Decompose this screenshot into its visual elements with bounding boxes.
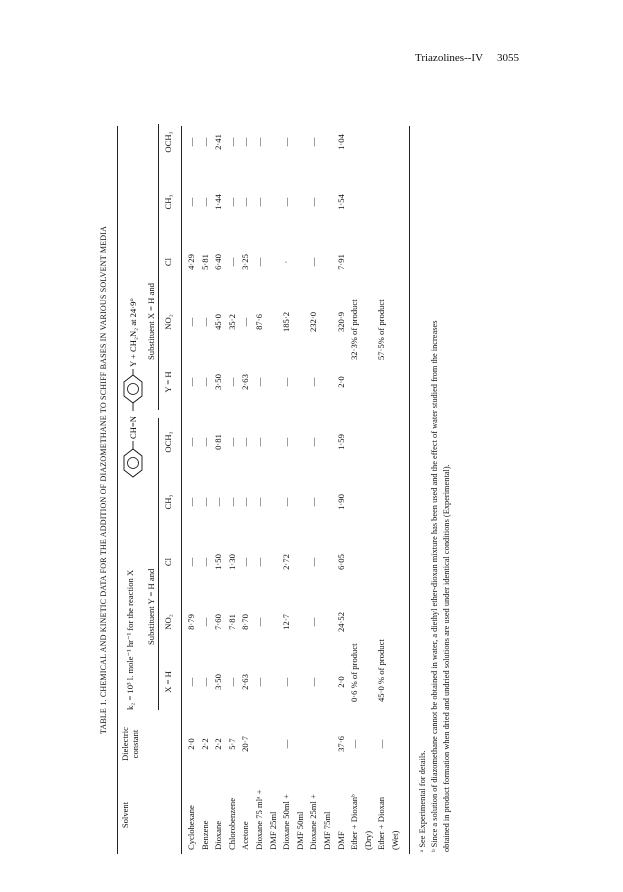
rotated-table-area xyxy=(95,100,490,860)
value-cell: — xyxy=(240,557,251,567)
value-cell: — xyxy=(199,137,210,147)
value-cell: — xyxy=(254,677,264,687)
column-header: X = H xyxy=(163,671,173,693)
running-title: Triazolines--IV xyxy=(415,52,484,64)
footnote-b-continued: obtained in product formation when dried and undried solutions are used under identical conditions (Experimental). xyxy=(441,464,451,852)
formula-suffix: Y + CH₂N₂ at 24·9° xyxy=(128,298,138,367)
value-cell: — xyxy=(308,677,319,687)
value-cell: 45·0 xyxy=(213,314,224,330)
table-row xyxy=(364,100,376,860)
value-cell: — xyxy=(186,557,196,567)
column-header: OCH₃ xyxy=(163,431,173,453)
value-cell: — xyxy=(199,557,210,567)
value-cell: — xyxy=(308,257,319,267)
value-cell: 12·7 xyxy=(281,614,292,630)
dielectric-cell: 2·2 xyxy=(199,738,210,750)
solvent-cell: Dioxane 50ml + xyxy=(281,794,292,850)
value-cell: 1·30 xyxy=(226,554,237,570)
value-cell: — xyxy=(254,557,264,567)
table-row xyxy=(201,100,213,860)
value-cell: 1·04 xyxy=(335,134,346,150)
value-cell: — xyxy=(308,437,319,447)
value-cell: — xyxy=(226,437,237,447)
value-cell: — xyxy=(308,497,319,507)
value-cell: — xyxy=(240,137,251,147)
value-cell: 7·91 xyxy=(335,254,346,270)
value-cell: — xyxy=(308,617,319,627)
value-cell: — xyxy=(226,257,237,267)
bottom-rule xyxy=(409,126,410,854)
table-row xyxy=(377,100,389,860)
product-span-left: 45·0 % of product xyxy=(376,639,387,702)
value-cell: — xyxy=(254,617,264,627)
table-row xyxy=(269,100,281,860)
value-cell: — xyxy=(308,197,319,207)
solvent-cell: (Wet) xyxy=(390,830,400,850)
value-cell: — xyxy=(186,197,196,207)
value-cell: 6·40 xyxy=(213,254,224,270)
group2-rule xyxy=(158,124,159,410)
value-cell: — xyxy=(199,317,210,327)
value-cell: — xyxy=(254,437,264,447)
value-cell: — xyxy=(199,677,210,687)
dielectric-cell: — xyxy=(349,739,360,749)
group1-rule xyxy=(158,418,159,710)
value-cell: — xyxy=(199,437,210,447)
solvent-cell: Dioxane 25ml + xyxy=(308,794,319,850)
running-header xyxy=(0,52,623,72)
formula-prefix: k₂ = 10³ l. mole⁻¹ hr⁻¹ for the reaction X xyxy=(125,569,135,710)
value-cell: — xyxy=(240,197,251,207)
value-cell: — xyxy=(226,197,237,207)
value-cell: 2·63 xyxy=(240,674,251,690)
dielectric-cell: 37·6 xyxy=(335,736,346,752)
value-cell: 1·44 xyxy=(213,194,224,210)
column-header: CH₃ xyxy=(163,494,173,510)
value-cell: — xyxy=(281,197,292,207)
solvent-column-header: Solvent xyxy=(120,801,130,829)
group1-header: Substituent Y = H and xyxy=(146,568,156,645)
value-cell: 185·2 xyxy=(281,311,292,333)
table-caption: TABLE 1. CHEMICAL AND KINETIC DATA FOR THE ADDITION OF DIAZOMETHANE TO SCHIFF BASES IN VARIOUS SOLVENT MEDIA xyxy=(99,225,108,735)
table-row xyxy=(282,100,294,860)
group2-header: Substituent X = H and xyxy=(146,283,156,360)
table-row xyxy=(241,100,253,860)
value-cell: — xyxy=(254,257,264,267)
column-header: CH₃ xyxy=(163,194,173,210)
table-row xyxy=(309,100,321,860)
dielectric-cell: 20·7 xyxy=(240,736,251,752)
solvent-cell: Benzene xyxy=(199,820,210,850)
value-cell: — xyxy=(240,437,251,447)
top-rule xyxy=(117,126,118,854)
value-cell: 5·81 xyxy=(199,254,210,270)
value-cell: — xyxy=(308,137,319,147)
value-cell: 87·6 xyxy=(254,314,264,330)
table-row xyxy=(187,100,199,860)
value-cell: — xyxy=(226,677,237,687)
value-cell: 24·52 xyxy=(335,611,346,633)
value-cell: — xyxy=(186,497,196,507)
value-cell: — xyxy=(281,677,292,687)
dielectric-cell: 2·2 xyxy=(213,738,224,750)
table-row xyxy=(391,100,403,860)
value-cell: — xyxy=(186,677,196,687)
solvent-cell: Chlorobenzene xyxy=(226,797,237,850)
solvent-cell: DMF 50ml xyxy=(294,811,305,850)
table-row xyxy=(228,100,240,860)
table-block xyxy=(95,100,490,860)
footnote-b: ᵇ Since a solution of diazomethane cannot be obtained in water, a diethyl ether-dioxan mixture has been used and the effect of water studied from the increases xyxy=(429,320,439,852)
value-cell: 1·90 xyxy=(335,494,346,510)
solvent-cell: Acetone xyxy=(240,821,251,850)
value-cell: — xyxy=(199,497,210,507)
dielectric-cell: 5·7 xyxy=(226,738,237,750)
footnotes xyxy=(417,112,452,852)
solvent-cell: Cyclohexane xyxy=(186,805,196,850)
page-number: 3055 xyxy=(497,52,519,64)
value-cell: — xyxy=(254,197,264,207)
solvent-cell: Dioxane xyxy=(213,820,224,850)
footnote-a: ᵃ See Experimental for details. xyxy=(418,750,427,852)
value-cell: 320·9 xyxy=(335,311,346,333)
value-cell: — xyxy=(186,437,196,447)
value-cell: 3·50 xyxy=(213,674,224,690)
product-span-right: 32·3% of product xyxy=(349,299,360,360)
formula-link: CH=N xyxy=(128,416,138,439)
dielectric-cell: — xyxy=(281,739,292,749)
value-cell: — xyxy=(281,137,292,147)
value-cell: — xyxy=(281,437,292,447)
value-cell: — xyxy=(240,317,251,327)
dielectric-column-header: Dielectric constant xyxy=(120,727,140,761)
value-cell: 2·0 xyxy=(335,676,346,688)
table-row xyxy=(323,100,335,860)
value-cell: 3·25 xyxy=(240,254,251,270)
value-cell: — xyxy=(281,497,292,507)
value-cell: 1·50 xyxy=(213,554,224,570)
table-row xyxy=(337,100,349,860)
solvent-cell: Dioxane 75 mlᵃ + xyxy=(254,789,264,850)
value-cell: 7·81 xyxy=(226,614,237,630)
value-cell: — xyxy=(254,497,264,507)
table-row xyxy=(214,100,226,860)
table-row xyxy=(296,100,308,860)
value-cell: — xyxy=(186,377,196,387)
value-cell: — xyxy=(254,137,264,147)
value-cell: — xyxy=(308,377,319,387)
value-cell: · xyxy=(281,260,292,264)
column-header: NO₂ xyxy=(163,614,173,630)
value-cell: 3·50 xyxy=(213,374,224,390)
column-header: OCH₃ xyxy=(163,131,173,153)
table-row xyxy=(350,100,362,860)
solvent-cell: Ether + Dioxanᵇ xyxy=(349,794,360,850)
column-header: Cl xyxy=(163,557,173,567)
dielectric-cell: 2·0 xyxy=(186,738,196,750)
product-span-right: 57·5% of product xyxy=(376,299,387,360)
value-cell: — xyxy=(199,197,210,207)
value-cell: — xyxy=(226,377,237,387)
product-span-left: 0·6 % of product xyxy=(349,643,360,702)
solvent-cell: (Dry) xyxy=(362,830,373,850)
value-cell: 8·70 xyxy=(240,614,251,630)
solvent-cell: DMF 25ml xyxy=(267,811,278,850)
header-rule xyxy=(181,126,182,854)
value-cell: — xyxy=(186,317,196,327)
value-cell: — xyxy=(213,497,224,507)
value-cell: 35·2 xyxy=(226,314,237,330)
value-cell: 1·59 xyxy=(335,434,346,450)
dielectric-cell: — xyxy=(376,739,387,749)
value-cell: 232·0 xyxy=(308,311,319,333)
column-header: NO₂ xyxy=(163,314,173,330)
value-cell: — xyxy=(186,137,196,147)
value-cell: — xyxy=(199,617,210,627)
value-cell: 2·72 xyxy=(281,554,292,570)
value-cell: 0·81 xyxy=(213,434,224,450)
value-cell: 2·0 xyxy=(335,376,346,388)
value-cell: — xyxy=(199,377,210,387)
value-cell: — xyxy=(254,377,264,387)
solvent-cell: Ether + Dioxan xyxy=(376,796,387,850)
value-cell: 7·60 xyxy=(213,614,224,630)
value-cell: 8·79 xyxy=(186,614,196,630)
reaction-formula xyxy=(122,120,144,710)
column-header: Y = H xyxy=(163,371,173,393)
value-cell: 2·41 xyxy=(213,134,224,150)
value-cell: 1·54 xyxy=(335,194,346,210)
solvent-cell: DMF 75ml xyxy=(322,811,332,850)
value-cell: — xyxy=(226,497,237,507)
value-cell: 4·29 xyxy=(186,254,196,270)
schiff-base-structure-icon xyxy=(122,155,144,485)
value-cell: 2·63 xyxy=(240,374,251,390)
value-cell: — xyxy=(226,137,237,147)
value-cell: — xyxy=(281,377,292,387)
value-cell: 6·05 xyxy=(335,554,346,570)
value-cell: — xyxy=(240,497,251,507)
table-row xyxy=(255,100,267,860)
value-cell: — xyxy=(308,557,319,567)
solvent-cell: DMF xyxy=(335,831,346,850)
column-header: Cl xyxy=(163,257,173,267)
